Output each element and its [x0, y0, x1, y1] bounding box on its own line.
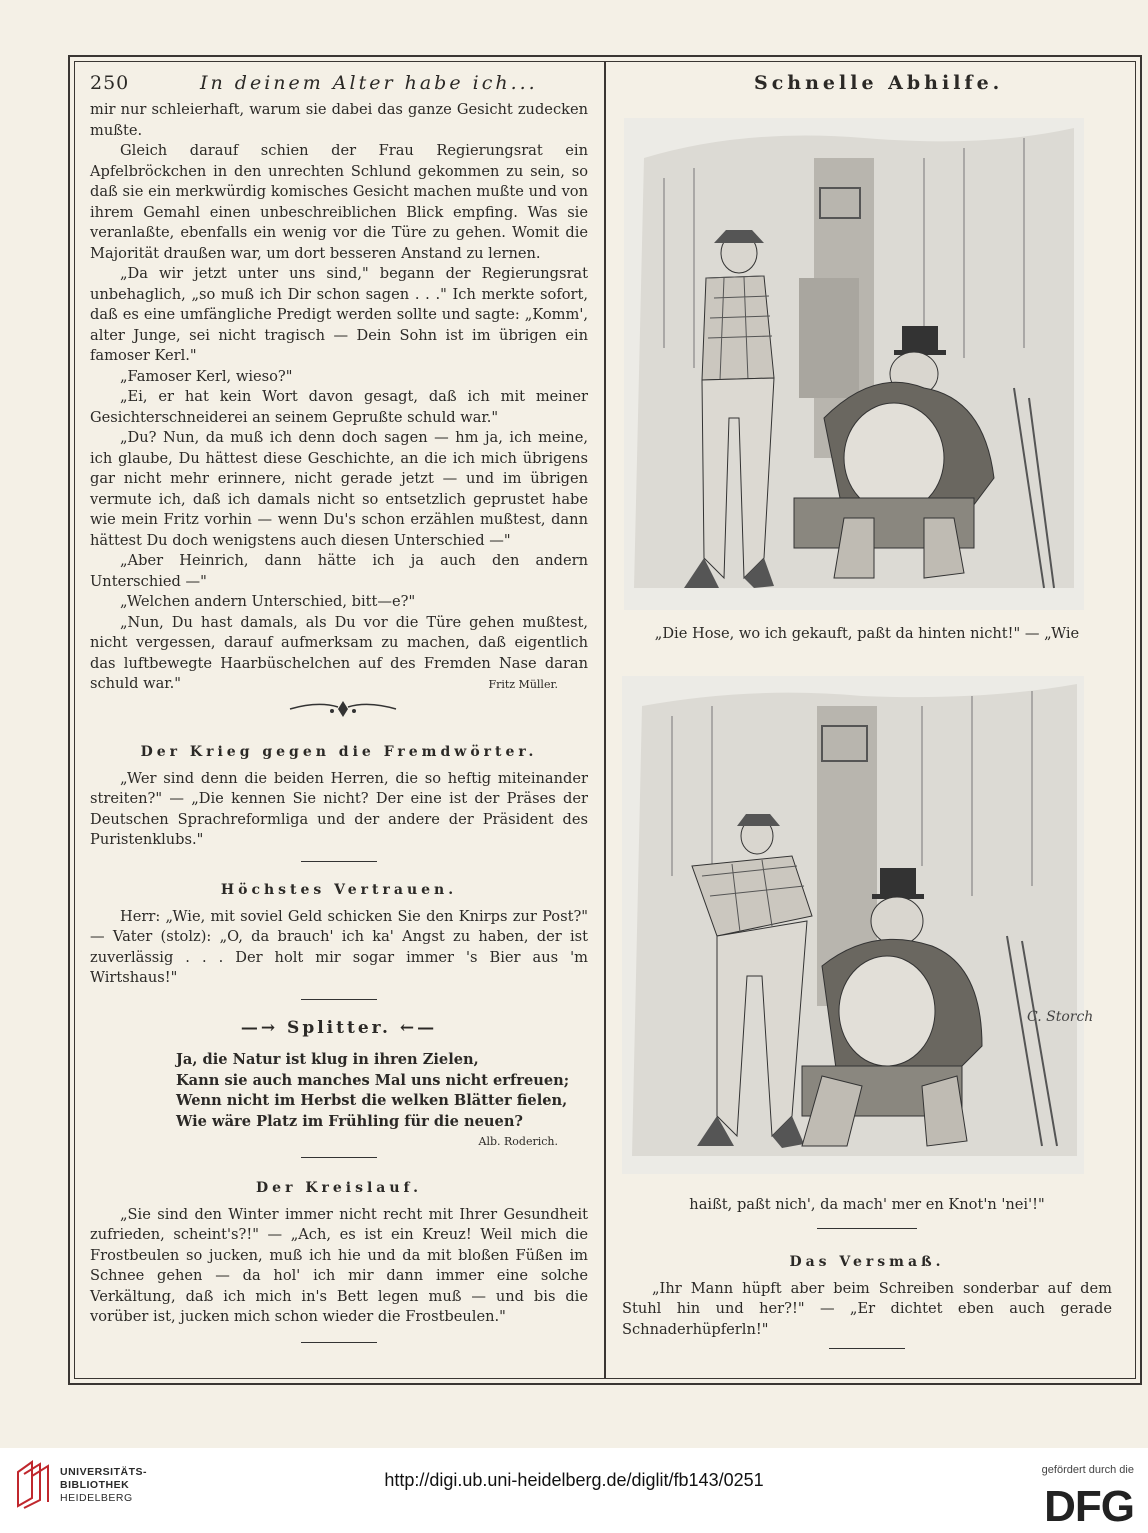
- poem-line: Wie wäre Platz im Frühling für die neuen?: [176, 1112, 523, 1130]
- section-rule: [301, 861, 377, 862]
- krieg-section: [90, 742, 588, 862]
- versmass-title: Das Versmaß.: [789, 1254, 945, 1270]
- artist-signature: C. Storch: [1027, 1009, 1094, 1025]
- section-rule: [301, 1157, 377, 1158]
- poem-author: Alb. Roderich.: [478, 1135, 558, 1148]
- story-text: [90, 100, 588, 695]
- vertrauen-section: [90, 880, 588, 1000]
- cartoon-illustration-bottom: [622, 676, 1094, 1174]
- krieg-title: Der Krieg gegen die Fremdwörter.: [140, 744, 538, 760]
- splitter-heading: [90, 1018, 588, 1039]
- story-paragraph: mir nur schleierhaft, warum sie dabei das ganze Gesicht zudecken mußte.: [90, 101, 588, 139]
- vertrauen-title: Höchstes Vertrauen.: [220, 882, 458, 898]
- story-paragraph: „Ei, er hat kein Wort davon gesagt, daß ich mit meiner Gesichterschneiderei an seinem Geprußte schuld war.": [90, 388, 588, 426]
- vertrauen-text: Herr: „Wie, mit soviel Geld schicken Sie den Knirps zur Post?" — Vater (stolz): „O, da brauch' ich ka' Angst zu haben, der ist zuverlässig . . . Der holt mir sogar immer 's Bier aus 'm Wirtshaus!": [90, 907, 588, 986]
- poem-line: Wenn nicht im Herbst die welken Blätter fielen,: [176, 1092, 568, 1109]
- library-line: BIBLIOTHEK: [60, 1479, 130, 1491]
- story-paragraph: Gleich darauf schien der Frau Regierungsrat ein Apfelbröckchen in den unrechten Schlund gekommen zu sein, so daß sie ein merkwürdig komisches Gesicht machen mußte und von ihrem Gemahl einen unbeschreiblichen Blick empfing. Was sie veranlaßte, ebenfalls ein wenig vor die Türe zu gehen. Womit die Majorität draußen war, um dort besseren Anstand zu lernen.: [90, 142, 588, 262]
- caption-bottom: haißt, paßt nich', da mach' mer en Knot'n 'nei'!": [689, 1196, 1045, 1213]
- section-rule: [829, 1348, 905, 1349]
- funding-note: gefördert durch die: [1041, 1464, 1134, 1476]
- running-title: In deinem Alter habe ich...: [200, 72, 538, 94]
- poem: [176, 1050, 596, 1132]
- story-paragraph: „Du? Nun, da muß ich denn doch sagen — hm ja, ich meine, ich glaube, Du hättest diese Geschichte, an die ich mich übrigens gar nicht mehr erinnere, nicht gerade jetzt — und im übrigen vermute ich, daß ich damals nicht so entsetzlich geprustet habe wie mein Fritz vorhin — wenn Du's schon erzählen mußtest, dann hättest Du doch wenigstens auch diesen Unterschied —": [90, 429, 588, 549]
- story-paragraph: „Famoser Kerl, wieso?": [120, 367, 293, 385]
- section-rule: [301, 1342, 377, 1343]
- story-paragraph: „Aber Heinrich, dann hätte ich ja auch den andern Unterschied —": [90, 552, 588, 590]
- cartoon-illustration-top: [624, 118, 1084, 610]
- kreislauf-section: [90, 1178, 588, 1343]
- kreislauf-text: „Sie sind den Winter immer nicht recht mit Ihrer Gesundheit zufrieden, scheint's?!" — „Ach, es ist ein Kreuz! Weil mich die Frostbeulen so jucken, muß ich hie und da mit bloßen Füßen im Schnee gehen — da hol' ich mir dann immer eine solche Verkältung, daß ich mich in's Bett legen muß — und bis die vorüber ist, jucken mich schon wieder die Frostbeulen.": [90, 1205, 588, 1325]
- library-line: HEIDELBERG: [60, 1492, 133, 1504]
- kreislauf-title: Der Kreislauf.: [256, 1180, 422, 1196]
- story-paragraph: „Nun, Du hast damals, als Du vor die Türe gehen mußtest, nicht vergessen, darauf aufmerksam zu machen, daß eigentlich das luftbewegte Haarbüschelchen auf des Fremden Nase daran schuld war.": [90, 613, 588, 692]
- poem-line: Kann sie auch manches Mal uns nicht erfreuen;: [176, 1071, 570, 1089]
- cartoon-title: Schnelle Abhilfe.: [754, 72, 1004, 94]
- krieg-text: „Wer sind denn die beiden Herren, die so heftig miteinander streiten?" — „Die kennen Sie nicht? Der eine ist der Präses der Deutschen Sprachreformliga und der andere der Präsident des Puristenklubs.": [90, 769, 588, 848]
- poem-author-block: [90, 1132, 588, 1158]
- story-paragraph: „Da wir jetzt unter uns sind," begann der Regierungsrat unbehaglich, „so muß ich Dir schon sagen . . ." Ich merkte sofort, daß es eine umfängliche Predigt werden sollte und sagte: „Komm', alter Junge, sei nicht tragisch — Dein Sohn ist im übrigen ein famoser Kerl.": [90, 265, 588, 364]
- versmass-section: [622, 1252, 1112, 1349]
- splitter-title: —→ Splitter. ←—: [240, 1018, 438, 1038]
- caption-rule-wrap: [622, 1228, 1112, 1229]
- section-rule: [301, 999, 377, 1000]
- page-number: 250: [90, 72, 130, 94]
- poem-line: Ja, die Natur ist klug in ihren Zielen,: [176, 1051, 479, 1068]
- story-author: Fritz Müller.: [488, 677, 558, 691]
- dfg-logo: DFG: [1044, 1482, 1134, 1531]
- ornament-divider-icon: [288, 697, 398, 721]
- section-rule: [817, 1228, 917, 1229]
- story-paragraph: „Welchen andern Unterschied, bitt—e?": [120, 593, 416, 610]
- caption-top: „Die Hose, wo ich gekauft, paßt da hinten nicht!" — „Wie: [654, 625, 1080, 642]
- library-line: UNIVERSITÄTS-: [60, 1466, 148, 1478]
- column-rule: [604, 61, 606, 1379]
- digital-library-url[interactable]: http://digi.ub.uni-heidelberg.de/diglit/fb143/0251: [384, 1470, 764, 1490]
- versmass-text: „Ihr Mann hüpft aber beim Schreiben sonderbar auf dem Stuhl hin und her?!" — „Er dichtet eben auch gerade Schnaderhüpferln!": [622, 1279, 1112, 1338]
